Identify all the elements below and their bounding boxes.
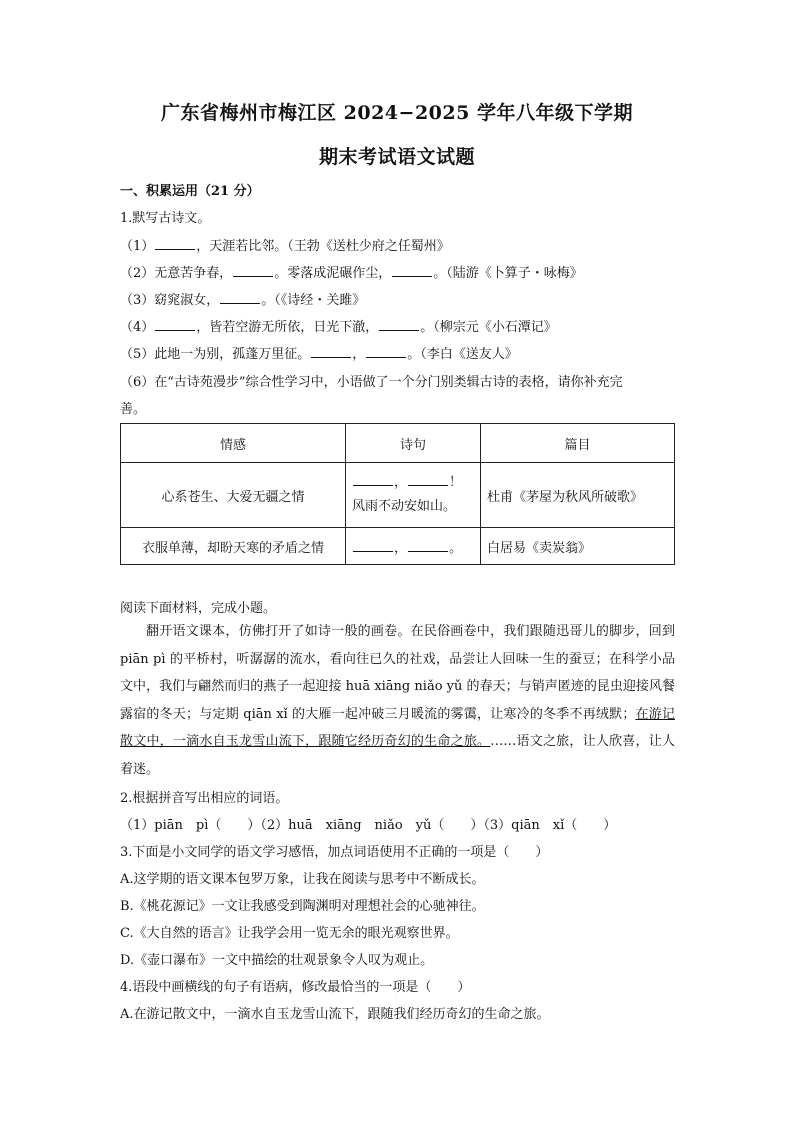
item-text: ，皆若空游无所依，日光下澈， — [196, 320, 379, 335]
emotion-cell: 心系苍生、大爱无疆之情 — [121, 463, 346, 528]
poem-table — [120, 423, 675, 565]
answer-blank[interactable] — [408, 473, 448, 486]
q1-item-6-line1: （6）在“古诗苑漫步”综合性学习中，小语做了一个分门别类辑古诗的表格，请你补充完 — [120, 375, 623, 390]
item-text: 。（柳宗元《小石潭记》 — [420, 320, 557, 335]
reading-passage — [120, 618, 675, 783]
item-text: （1） — [120, 239, 155, 254]
question-1-stem: 1.默写古诗文。 — [120, 211, 211, 226]
exam-title-line1: 广东省梅州市梅江区 2024−2025 学年八年级下学期 — [161, 102, 633, 124]
q1-item-3 — [120, 289, 365, 308]
question-3-stem: 3.下面是小文同学的语文学习感悟，加点词语使用不正确的一项是（ ） — [120, 845, 549, 860]
q3-option-a: A.这学期的语文课本包罗万象，让我在阅读与思考中不断成长。 — [120, 872, 485, 887]
q1-item-4 — [120, 316, 557, 335]
table-row — [121, 463, 675, 528]
poem-cell — [346, 463, 481, 528]
punctuation: ， — [394, 540, 408, 556]
section-heading: 一、积累运用（21 分） — [120, 184, 260, 199]
item-text: （2）无意苦争春， — [120, 266, 233, 281]
punctuation: ， — [394, 475, 408, 490]
q3-option-c: C.《大自然的语言》让我学会用一览无余的眼光观察世界。 — [120, 926, 459, 941]
item-text: 。（陆游《卜算子・咏梅》 — [433, 266, 583, 281]
answer-blank[interactable] — [353, 473, 393, 486]
answer-blank[interactable] — [233, 264, 273, 277]
answer-blank[interactable] — [408, 539, 448, 552]
table-header-cell: 篇目 — [481, 424, 675, 463]
answer-blank[interactable] — [155, 318, 195, 331]
passage-text: ……语文之旅，让人欣喜，让人着迷。 — [120, 734, 675, 777]
table-header-row — [121, 424, 675, 463]
reading-intro: 阅读下面材料，完成小题。 — [120, 601, 277, 616]
question-4-stem: 4.语段中画横线的句子有语病，修改最恰当的一项是（ ） — [120, 980, 471, 995]
q4-option-a: A.在游记散文中，一滴水自玉龙雪山流下，跟随我们经历奇幻的生命之旅。 — [120, 1007, 550, 1022]
underlined-sentence: 在游记散文中，一滴水自玉龙雪山流下，跟随它经历奇幻的生命之旅。 — [120, 706, 675, 749]
answer-blank[interactable] — [366, 345, 406, 358]
table-row — [121, 528, 675, 565]
answer-blank[interactable] — [353, 539, 393, 552]
exam-title-line2: 期末考试语文试题 — [318, 146, 475, 168]
item-text: （3）窈窕淑女， — [120, 293, 220, 308]
punctuation: ！ — [449, 475, 463, 490]
table-header-cell: 情感 — [121, 424, 346, 463]
q1-item-5 — [120, 343, 518, 362]
answer-blank[interactable] — [379, 318, 419, 331]
item-text: 。（《诗经・关雎》 — [261, 293, 366, 308]
table-header-cell: 诗句 — [346, 424, 481, 463]
punctuation: 。 — [449, 540, 463, 556]
item-text: 。（李白《送友人》 — [407, 347, 518, 362]
item-text: ，天涯若比邻。（王勃《送杜少府之任蜀州》 — [196, 239, 450, 254]
passage-text: 翻开语文课本，仿佛打开了如诗一般的画卷。在民俗画卷中，我们跟随迅哥儿的脚步，回到 piān pì 的平桥村，听潺潺的流水，看向往已久的社戏，品尝让人回味一生的蚕豆；在科学小品文中，我们与翩然而归的燕子一起迎接 huā xiāng niǎo yǔ 的春天；与销声匿迹的昆虫迎接风餐露宿的冬天；与定期 qiān xǐ 的大雁一起冲破三月暖流的雾霭，让寒冷的冬季不再绒默； — [120, 624, 675, 722]
emotion-cell: 衣服单薄，却盼天寒的矛盾之情 — [121, 528, 346, 565]
answer-blank[interactable] — [392, 264, 432, 277]
source-cell: 白居易《卖炭翁》 — [481, 528, 675, 565]
question-2-line: （1）piān pì（ ）（2）huā xiāng niǎo yǔ（ ）（3）qiān xǐ（ ） — [120, 818, 617, 833]
poem-cell — [346, 528, 481, 565]
poem-blank-line — [352, 471, 474, 495]
answer-blank[interactable] — [155, 237, 195, 250]
question-2-stem: 2.根据拼音写出相应的词语。 — [120, 791, 289, 806]
q1-item-1 — [120, 235, 450, 254]
item-text: （4） — [120, 320, 155, 335]
item-text: （5）此地一为别，孤蓬万里征。 — [120, 347, 311, 362]
poem-line: 风雨不动安如山。 — [352, 499, 457, 514]
q3-option-b: B.《桃花源记》一文让我感受到陶渊明对理想社会的心驰神往。 — [120, 899, 485, 914]
answer-blank[interactable] — [220, 291, 260, 304]
item-text: ， — [352, 347, 366, 362]
item-text: 。零落成泥碾作尘， — [274, 266, 392, 281]
q3-option-d: D.《壶口瀑布》一文中描绘的壮观景象令人叹为观止。 — [120, 953, 434, 968]
source-cell: 杜甫《茅屋为秋风所破歌》 — [481, 463, 675, 528]
answer-blank[interactable] — [311, 345, 351, 358]
q1-item-6-line2: 善。 — [120, 402, 147, 417]
q1-item-2 — [120, 262, 583, 281]
